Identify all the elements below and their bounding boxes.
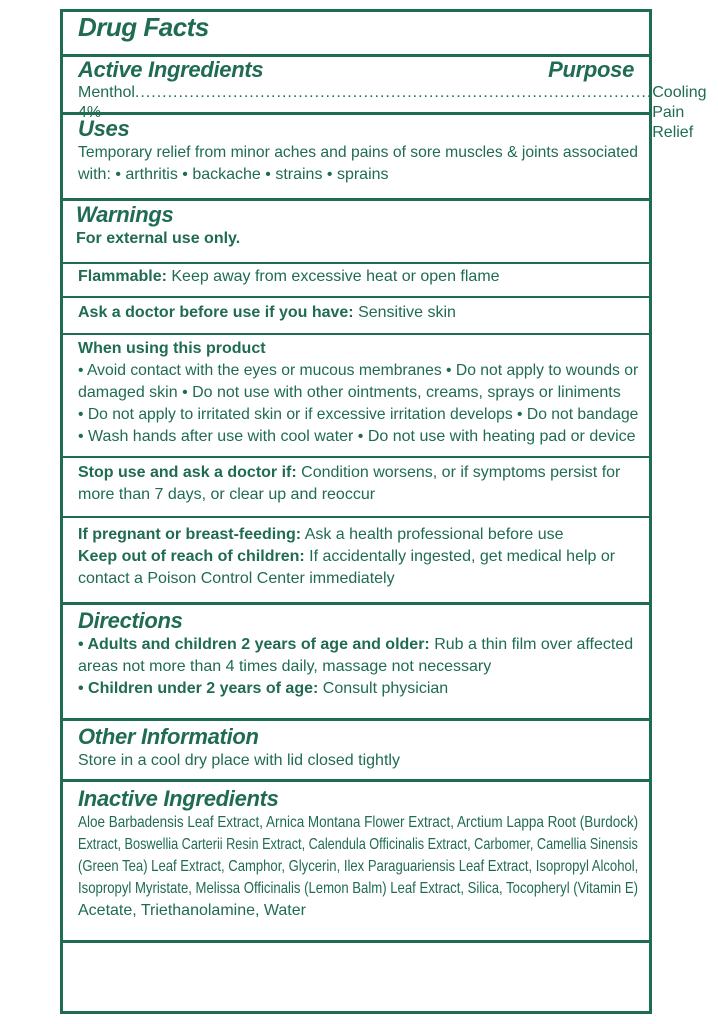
stop-use-text: Condition worsens, or if symptoms persist for bbox=[296, 464, 621, 481]
adults-text: Rub a thin film over affected bbox=[429, 636, 634, 653]
when-using-line: • Do not apply to irritated skin or if excessive irritation develops • Do not bandage bbox=[78, 406, 639, 423]
flammable-section bbox=[63, 266, 649, 288]
keep-out-line bbox=[78, 546, 634, 568]
ingredient-purpose: Cooling Pain Relief bbox=[652, 84, 707, 141]
directions-section bbox=[63, 608, 649, 700]
drug-facts-panel bbox=[60, 9, 707, 1014]
children-label: • Children under 2 years of age: bbox=[78, 680, 319, 697]
children-text: Consult physician bbox=[318, 680, 449, 697]
divider bbox=[63, 602, 649, 605]
keep-out-label: Keep out of reach of children: bbox=[78, 548, 305, 565]
divider bbox=[63, 779, 649, 782]
flammable-line bbox=[78, 266, 634, 288]
directions-adults-line bbox=[78, 634, 634, 656]
warnings-heading: Warnings bbox=[76, 202, 174, 227]
divider bbox=[63, 333, 649, 335]
stop-use-label: Stop use and ask a doctor if: bbox=[78, 464, 297, 481]
directions-heading: Directions bbox=[78, 608, 183, 633]
stop-use-line: more than 7 days, or clear up and reoccur bbox=[78, 486, 376, 503]
page-title: Drug Facts bbox=[78, 12, 209, 42]
when-using-line: damaged skin • Do not use with other ointments, creams, sprays or liniments bbox=[78, 384, 621, 401]
adults-label: • Adults and children 2 years of age and older: bbox=[78, 636, 430, 653]
uses-section bbox=[63, 116, 649, 186]
other-information-text: Store in a cool dry place with lid closed tightly bbox=[78, 752, 400, 769]
when-using-section bbox=[63, 338, 649, 448]
pregnancy-section bbox=[63, 524, 649, 590]
flammable-text: Keep away from excessive heat or open flame bbox=[166, 268, 500, 285]
other-information-section bbox=[63, 724, 649, 772]
directions-adults-line: areas not more than 4 times daily, massage not necessary bbox=[78, 658, 492, 675]
external-use-text: For external use only. bbox=[76, 230, 241, 247]
divider bbox=[63, 296, 649, 298]
ask-doctor-section bbox=[63, 302, 649, 324]
ask-doctor-text: Sensitive skin bbox=[353, 304, 456, 321]
dot-leader: ............................................................................................... bbox=[134, 84, 653, 101]
inactive-ingredients-heading: Inactive Ingredients bbox=[78, 786, 279, 811]
warnings-section bbox=[63, 202, 649, 250]
drug-facts-title-section bbox=[63, 12, 649, 42]
divider bbox=[63, 718, 649, 721]
inactive-ingredients-section bbox=[63, 786, 649, 922]
uses-heading: Uses bbox=[78, 116, 130, 141]
when-using-line: • Avoid contact with the eyes or mucous membranes • Do not apply to wounds or bbox=[78, 362, 639, 379]
divider bbox=[63, 516, 649, 518]
divider bbox=[63, 198, 649, 201]
inactive-ingredients-line: Extract, Boswellia Carterii Resin Extract, Calendula Officinalis Extract, Carbomer, Camellia Sinensis bbox=[78, 836, 638, 853]
when-using-line: • Wash hands after use with cool water • Do not use with heating pad or device bbox=[78, 428, 636, 445]
keep-out-line: contact a Poison Control Center immediately bbox=[78, 570, 395, 587]
divider bbox=[63, 940, 649, 943]
other-information-heading: Other Information bbox=[78, 724, 259, 749]
active-ingredients-heading: Active Ingredients bbox=[78, 57, 264, 82]
inactive-ingredients-line: Acetate, Triethanolamine, Water bbox=[78, 902, 306, 919]
stop-use-section bbox=[63, 462, 649, 506]
directions-children-line bbox=[78, 678, 634, 700]
purpose-heading: Purpose bbox=[548, 57, 634, 82]
inactive-ingredients-line: (Green Tea) Leaf Extract, Camphor, Glycerin, Ilex Paraguariensis Leaf Extract, Isopropyl Alcohol, bbox=[78, 858, 639, 875]
pregnancy-text: Ask a health professional before use bbox=[301, 526, 564, 543]
divider bbox=[63, 262, 649, 264]
uses-text-line: Temporary relief from minor aches and pains of sore muscles & joints associated bbox=[78, 144, 638, 161]
pregnancy-line bbox=[78, 524, 634, 546]
divider bbox=[63, 112, 649, 115]
ingredient-name: Menthol bbox=[78, 84, 135, 101]
stop-use-line bbox=[78, 462, 634, 484]
when-using-label: When using this product bbox=[78, 340, 266, 357]
inactive-ingredients-line: Aloe Barbadensis Leaf Extract, Arnica Montana Flower Extract, Arctium Lappa Root (Burdock) bbox=[78, 814, 639, 831]
uses-text-line: with: • arthritis • backache • strains • sprains bbox=[78, 166, 389, 183]
pregnancy-label: If pregnant or breast-feeding: bbox=[78, 526, 302, 543]
divider bbox=[63, 456, 649, 458]
flammable-label: Flammable: bbox=[78, 268, 167, 285]
ask-doctor-label: Ask a doctor before use if you have: bbox=[78, 304, 354, 321]
inactive-ingredients-line: Isopropyl Myristate, Melissa Officinalis (Lemon Balm) Leaf Extract, Silica, Tocopheryl (Vitamin E) bbox=[78, 880, 639, 897]
ask-doctor-line bbox=[78, 302, 634, 324]
keep-out-text: If accidentally ingested, get medical help or bbox=[304, 548, 616, 565]
